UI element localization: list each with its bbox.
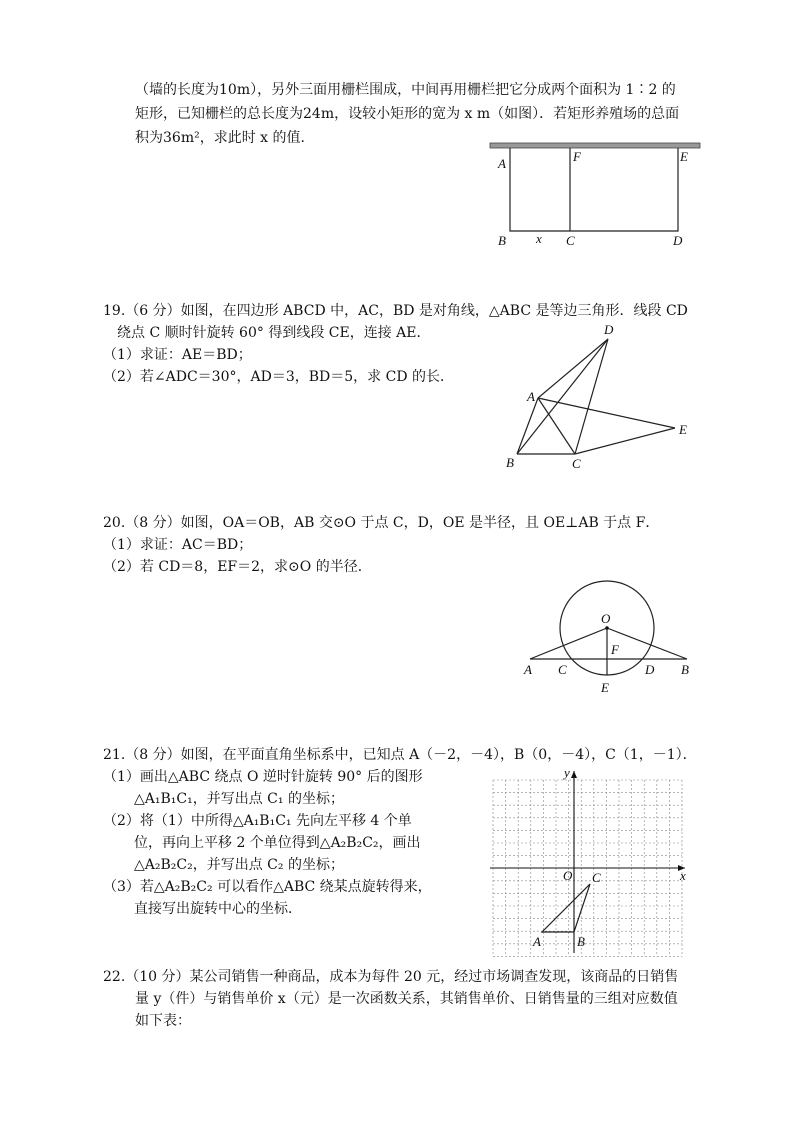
label-x: x bbox=[680, 868, 686, 883]
label-C: C bbox=[592, 870, 601, 885]
label-B: B bbox=[681, 662, 689, 677]
wall bbox=[490, 143, 700, 148]
label-B: B bbox=[577, 934, 585, 949]
label-C: C bbox=[566, 233, 575, 248]
label-x: x bbox=[536, 231, 542, 246]
label-A: A bbox=[527, 389, 535, 404]
label-E: E bbox=[680, 149, 688, 164]
q19-line-2: 绕点 C 顺时针旋转 60° 得到线段 CE，连接 AE． bbox=[117, 325, 431, 341]
label-B: B bbox=[498, 233, 506, 248]
label-y: y bbox=[564, 765, 570, 780]
q21-line-0: 21.（8 分）如图，在平面直角坐标系中，已知点 A（－2，－4），B（0，－4），C（1，－1）． bbox=[103, 747, 697, 763]
q21-line-3: （2）将（1）中所得△A₁B₁C₁ 先向左平移 4 个单 bbox=[103, 813, 412, 829]
label-C: C bbox=[558, 662, 567, 677]
q21-line-4: 位，再向上平移 2 个单位得到△A₂B₂C₂，画出 bbox=[134, 835, 421, 851]
q19-figure bbox=[490, 320, 710, 475]
q21-line-6: （3）若△A₂B₂C₂ 可以看作△ABC 绕某点旋转得来， bbox=[103, 879, 432, 895]
label-D: D bbox=[604, 322, 614, 337]
q22-line-1: 22.（10 分）某公司销售一种商品，成本为每件 20 元，经过市场调查发现，该商品的日销售 bbox=[103, 969, 679, 985]
q20-figure bbox=[515, 580, 695, 700]
q21-line-7: 直接写出旋转中心的坐标． bbox=[134, 901, 302, 917]
q19-line-3: （1）求证：AE＝BD； bbox=[103, 347, 252, 363]
label-A: A bbox=[524, 662, 532, 677]
label-D: D bbox=[645, 662, 655, 677]
label-D: D bbox=[673, 233, 683, 248]
label-B: B bbox=[506, 455, 514, 470]
label-E: E bbox=[679, 422, 687, 437]
label-F: F bbox=[573, 149, 581, 164]
q20-line-1: 20.（8 分）如图，OA＝OB，AB 交⊙O 于点 C，D，OE 是半径，且 OE⊥AB 于点 F． bbox=[103, 515, 660, 531]
q21-line-5: △A₂B₂C₂，并写出点 C₂ 的坐标； bbox=[134, 857, 344, 873]
fence-outline bbox=[510, 148, 678, 231]
q22-line-3: 如下表： bbox=[135, 1013, 191, 1029]
q21-line-2: △A₁B₁C₁，并写出点 C₁ 的坐标； bbox=[134, 791, 344, 807]
q20-line-2: （1）求证：AC＝BD； bbox=[103, 537, 253, 553]
label-E: E bbox=[601, 680, 609, 695]
label-A: A bbox=[533, 934, 541, 949]
q18-line-1: （墙的长度为10m），另外三面用栅栏围成，中间再用栅栏把它分成两个面积为 1∶2 的 bbox=[135, 82, 676, 98]
label-A: A bbox=[498, 156, 506, 171]
label-O: O bbox=[601, 611, 611, 626]
q19-line-1: 19.（6 分）如图，在四边形 ABCD 中，AC，BD 是对角线，△ABC 是等边三角形．线段 CD bbox=[103, 303, 688, 319]
q21-line-1: （1）画出△ABC 绕点 O 逆时针旋转 90° 后的图形 bbox=[103, 769, 423, 785]
label-C: C bbox=[572, 456, 581, 471]
triangle-ABC bbox=[542, 884, 590, 932]
q19-line-4: （2）若∠ADC＝30°，AD＝3，BD＝5，求 CD 的长． bbox=[103, 369, 454, 385]
q21-coordinate-grid bbox=[480, 763, 695, 958]
q22-line-2: 量 y（件）与销售单价 x（元）是一次函数关系，其销售单价、日销售量的三组对应数值 bbox=[135, 991, 678, 1007]
label-O: O bbox=[563, 868, 573, 883]
q18-figure bbox=[480, 135, 710, 255]
label-F: F bbox=[611, 642, 619, 657]
q18-line-2: 矩形，已知栅栏的总长度为24m，设较小矩形的宽为 x m（如图）．若矩形养殖场的总面 bbox=[135, 106, 680, 122]
q18-line-3: 积为36m²，求此时 x 的值． bbox=[135, 130, 315, 146]
q20-line-3: （2）若 CD＝8，EF＝2，求⊙O 的半径． bbox=[103, 559, 372, 575]
